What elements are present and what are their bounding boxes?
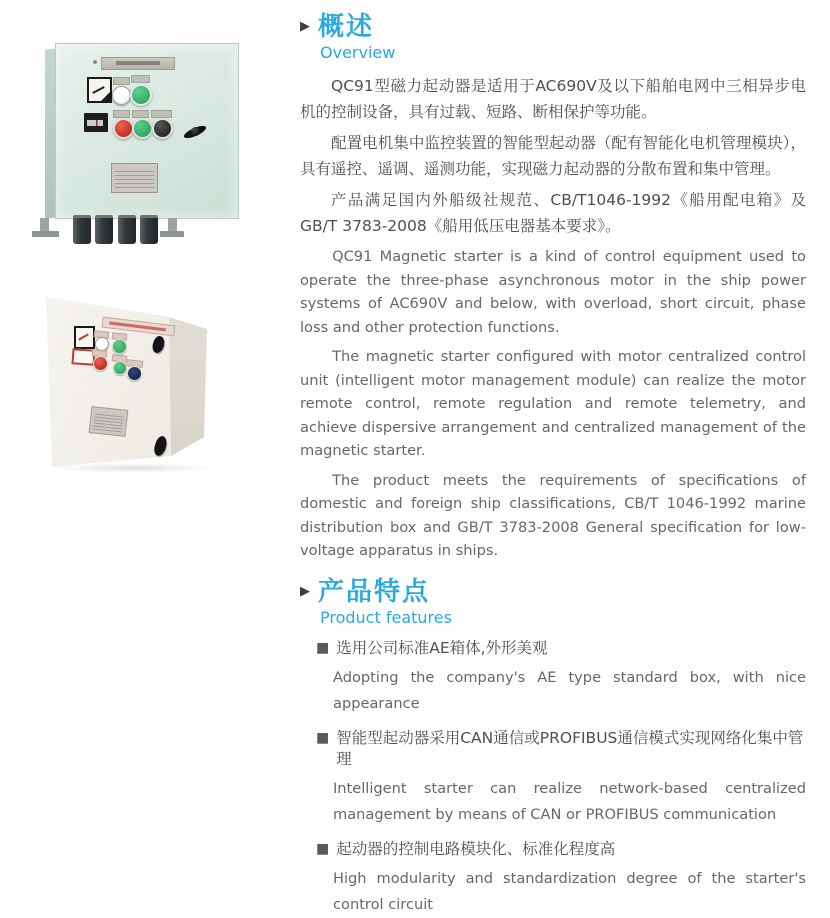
feature-en-text: Intelligent starter can realize network-based centralized management by means of CAN or PROFIBUS communication	[333, 779, 806, 823]
mounting-bracket	[32, 218, 59, 238]
overview-chinese-text	[300, 73, 806, 239]
overview-paragraph-zh: 产品满足国内外船级社规范、CB/T1046-1992《船用配电箱》及GB/T 3783-2008《船用低压电器基本要求》。	[300, 191, 806, 235]
overview-paragraph-zh: QC91型磁力起动器是适用于AC690V及以下船舶电网中三相异步电机的控制设备，具有过载、短路、断相保护等功能。	[300, 77, 806, 121]
overview-paragraph-en: The product meets the requirements of specifications of domestic and foreign ship classifications, CB/T 1046-1992 marine distribution box and GB/T 3783-2008 General specification for low-voltage apparatus in ships.	[300, 471, 806, 559]
cable-gland	[118, 215, 136, 244]
green-start-button	[113, 361, 127, 375]
overview-section-header	[300, 12, 806, 42]
features-title-en: Product features	[320, 607, 452, 627]
nameplate	[111, 163, 158, 193]
button-label	[113, 110, 130, 118]
product-photo-perspective	[40, 275, 250, 487]
overview-english-text	[300, 245, 806, 563]
green-indicator-button	[130, 84, 152, 106]
overview-paragraph-en: The magnetic starter configured with motor centralized control unit (intelligent motor management module) can realize the motor remote control, remote regulation and remote telemetry, and achieve dispersive arrangement and centralized management of the magnetic starter.	[300, 348, 806, 459]
button-label	[151, 110, 172, 118]
overview-paragraph-zh: 配置电机集中监控装置的智能型起动器（配有智能化电机管理模块），具有遥控、遥调、遥测功能，实现磁力起动器的分散布置和集中管理。	[300, 134, 806, 178]
black-selector-button	[152, 118, 173, 139]
cable-gland	[73, 215, 91, 244]
green-start-button	[132, 118, 153, 139]
screw	[93, 60, 97, 64]
feature-en-text: Adopting the company's AE type standard box, with nice appearance	[333, 668, 806, 712]
feature-zh-line	[300, 839, 806, 860]
content-column	[300, 12, 806, 918]
nameplate	[89, 406, 129, 437]
feature-item	[300, 638, 806, 717]
navy-indicator-button	[127, 366, 142, 381]
cable-gland	[95, 215, 113, 244]
meter-icon	[74, 326, 95, 349]
button-label	[113, 77, 130, 85]
section-marker-icon: ▶	[300, 583, 310, 599]
feature-item	[300, 728, 806, 828]
cabinet-front-panel	[40, 275, 250, 487]
product-photo-front	[32, 40, 248, 242]
button-label	[132, 110, 149, 118]
features-title-zh: 产品特点	[318, 576, 431, 607]
cable-gland	[140, 215, 158, 244]
mounting-bracket	[160, 218, 184, 238]
feature-zh-line	[300, 728, 806, 770]
square-bullet-icon: ■	[316, 639, 330, 656]
square-bullet-icon: ■	[316, 840, 330, 857]
cabinet-front-panel	[55, 43, 239, 219]
green-indicator-button	[112, 339, 127, 354]
feature-zh-text: 选用公司标准AE箱体,外形美观	[336, 638, 548, 657]
features-section-header	[300, 577, 806, 607]
feature-zh-line	[300, 638, 806, 659]
white-indicator-button	[112, 86, 131, 105]
red-stop-button	[113, 118, 134, 139]
feature-zh-text: 起动器的控制电路模块化、标准化程度高	[336, 839, 616, 858]
overview-title-zh: 概述	[318, 12, 375, 42]
button-label	[131, 75, 150, 83]
rotary-switch-handle	[183, 124, 207, 140]
feature-en-text: High modularity and standardization degree of the starter's control circuit	[333, 869, 806, 913]
breaker-module	[84, 113, 108, 132]
overview-title-en: Overview	[320, 43, 396, 62]
ammeter-icon	[87, 77, 112, 103]
square-bullet-icon: ■	[316, 729, 330, 746]
section-marker-icon: ▶	[300, 19, 310, 34]
overview-paragraph-en: QC91 Magnetic starter is a kind of control equipment used to operate the three-phase asynchronous motor in the ship power systems of AC690V and below, with overload, short circuit, phase loss and other protection functions.	[300, 248, 806, 336]
red-stop-button	[93, 356, 108, 371]
feature-item	[300, 839, 806, 918]
panel-label-plate	[101, 57, 175, 70]
feature-zh-text: 智能型起动器采用CAN通信或PROFIBUS通信模式实现网络化集中管理	[336, 728, 804, 768]
